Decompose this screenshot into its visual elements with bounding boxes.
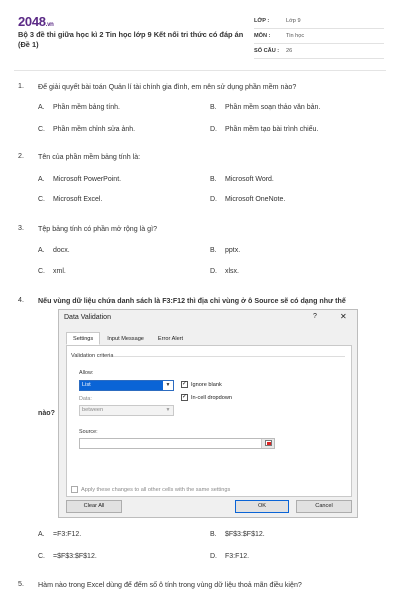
option-letter: A. xyxy=(38,104,45,111)
document-meta xyxy=(254,14,384,59)
question-number: 5. xyxy=(18,580,24,588)
option-c[interactable] xyxy=(38,268,66,275)
option-b[interactable] xyxy=(210,247,240,254)
option-d[interactable] xyxy=(210,126,318,133)
dialog-tabs xyxy=(66,332,190,346)
data-value: between xyxy=(82,407,104,413)
option-letter: A. xyxy=(38,247,45,254)
apply-all-label: Apply these changes to all other cells with the same settings xyxy=(81,486,231,493)
option-letter: C. xyxy=(38,126,45,133)
option-letter: A. xyxy=(38,531,45,538)
option-d[interactable] xyxy=(210,196,285,203)
question-text-end: nào? xyxy=(38,409,55,417)
option-text: xlsx. xyxy=(225,268,239,275)
option-letter: D. xyxy=(210,553,217,560)
check-icon: ✓ xyxy=(182,381,188,387)
option-a[interactable] xyxy=(38,176,121,183)
settings-panel xyxy=(66,345,352,497)
range-select-icon[interactable] xyxy=(261,439,274,448)
ignore-blank-label: Ignore blank xyxy=(191,381,222,388)
chevron-down-icon[interactable]: ▼ xyxy=(163,381,173,390)
option-d[interactable] xyxy=(210,268,239,275)
option-text: Phần mềm soạn thảo văn bản. xyxy=(225,104,321,111)
option-a[interactable] xyxy=(38,247,70,254)
option-c[interactable] xyxy=(38,126,135,133)
close-icon[interactable]: ✕ xyxy=(340,312,347,321)
meta-row-subject xyxy=(254,29,384,44)
checkbox-icon xyxy=(71,486,78,493)
apply-all-checkbox xyxy=(71,486,230,493)
question-number: 4. xyxy=(18,296,24,304)
meta-value: Tin học xyxy=(286,33,305,39)
option-text: docx. xyxy=(53,247,70,254)
option-text: =F3:F12. xyxy=(53,531,82,538)
option-text: Phần mềm bảng tính. xyxy=(53,104,120,111)
help-icon[interactable]: ? xyxy=(313,313,317,320)
tab-settings[interactable]: Settings xyxy=(66,332,100,345)
question-text: Nếu vùng dữ liệu chứa danh sách là F3:F12 thì địa chỉ vùng ở ô Source sẽ có dạng như thế xyxy=(38,297,346,305)
in-cell-dropdown-label: In-cell dropdown xyxy=(191,394,233,401)
option-text: $F$3:$F$12. xyxy=(225,531,265,538)
cancel-button[interactable]: Cancel xyxy=(296,500,352,513)
clear-all-button[interactable]: Clear All xyxy=(66,500,122,513)
question-3 xyxy=(18,224,384,284)
question-text: Tên của phần mềm bảng tính là: xyxy=(38,153,141,161)
header-divider xyxy=(14,70,386,71)
option-letter: D. xyxy=(210,126,217,133)
question-text: Hàm nào trong Excel dùng để đếm số ô tính trong vùng dữ liệu thoả mãn điều kiện? xyxy=(38,581,302,589)
meta-value: 26 xyxy=(286,48,293,54)
option-text: F3:F12. xyxy=(225,553,250,560)
option-d[interactable] xyxy=(210,553,249,560)
question-number: 2. xyxy=(18,152,24,160)
logo-main: 2048 xyxy=(18,14,46,29)
option-text: =$F$3:$F$12. xyxy=(53,553,97,560)
logo-tld: .vn xyxy=(45,22,54,28)
option-b[interactable] xyxy=(210,531,265,538)
option-c[interactable] xyxy=(38,553,97,560)
option-text: xml. xyxy=(53,268,66,275)
meta-row-class xyxy=(254,14,384,29)
document-header xyxy=(18,10,384,64)
dialog-title: Data Validation xyxy=(64,314,111,321)
tab-input-message[interactable]: Input Message xyxy=(107,336,144,342)
site-logo[interactable] xyxy=(18,14,54,29)
meta-key: MÔN : xyxy=(254,33,271,39)
chevron-down-icon: ▼ xyxy=(165,407,171,413)
question-5 xyxy=(18,580,384,594)
option-letter: B. xyxy=(210,104,217,111)
tab-error-alert[interactable]: Error Alert xyxy=(157,336,184,342)
option-b[interactable] xyxy=(210,176,274,183)
question-1 xyxy=(18,82,384,142)
option-text: Phần mềm chỉnh sửa ảnh. xyxy=(53,126,136,133)
option-letter: B. xyxy=(210,531,217,538)
option-b[interactable] xyxy=(210,104,320,111)
range-arrow xyxy=(267,442,271,445)
option-letter: C. xyxy=(38,268,45,275)
meta-key: SỐ CÂU : xyxy=(254,48,280,54)
in-cell-dropdown-checkbox[interactable] xyxy=(181,394,232,401)
criteria-label: Validation criteria xyxy=(71,353,114,359)
source-label: Source: xyxy=(79,429,98,435)
allow-value: List xyxy=(82,382,91,388)
option-letter: B. xyxy=(210,247,217,254)
data-validation-dialog xyxy=(58,309,358,518)
question-number: 3. xyxy=(18,224,24,232)
option-text: Microsoft Word. xyxy=(225,176,274,183)
option-letter: A. xyxy=(38,176,45,183)
meta-key: LỚP : xyxy=(254,18,270,24)
option-text: Phần mềm tạo bài trình chiếu. xyxy=(225,126,319,133)
ignore-blank-checkbox[interactable] xyxy=(181,381,222,388)
question-2 xyxy=(18,152,384,212)
option-text: Microsoft OneNote. xyxy=(225,196,286,203)
criteria-divider xyxy=(114,356,345,357)
option-text: pptx. xyxy=(225,247,241,254)
option-text: Microsoft PowerPoint. xyxy=(53,176,122,183)
option-c[interactable] xyxy=(38,196,102,203)
document-title: Bộ 3 đề thi giữa học kì 2 Tin học lớp 9 Kết nối tri thức có đáp án (Đề 1) xyxy=(18,30,244,49)
option-letter: C. xyxy=(38,196,45,203)
meta-row-count xyxy=(254,44,384,59)
data-select xyxy=(79,405,174,416)
ok-button[interactable]: OK xyxy=(235,500,289,513)
option-text: Microsoft Excel. xyxy=(53,196,103,203)
allow-select[interactable] xyxy=(79,380,174,391)
question-text: Để giải quyết bài toán Quản lí tài chính gia đình, em nên sử dụng phần mềm nào? xyxy=(38,83,297,91)
check-icon: ✓ xyxy=(182,394,188,400)
question-number: 1. xyxy=(18,82,24,90)
option-letter: B. xyxy=(210,176,217,183)
option-a[interactable] xyxy=(38,531,81,538)
option-letter: D. xyxy=(210,196,217,203)
option-letter: D. xyxy=(210,268,217,275)
data-label: Data: xyxy=(79,396,92,402)
meta-value: Lớp 9 xyxy=(286,18,301,24)
option-a[interactable] xyxy=(38,104,120,111)
question-text: Tệp bảng tính có phần mở rộng là gì? xyxy=(38,225,158,233)
option-letter: C. xyxy=(38,553,45,560)
source-input[interactable] xyxy=(79,438,275,449)
allow-label: Allow: xyxy=(79,370,94,376)
